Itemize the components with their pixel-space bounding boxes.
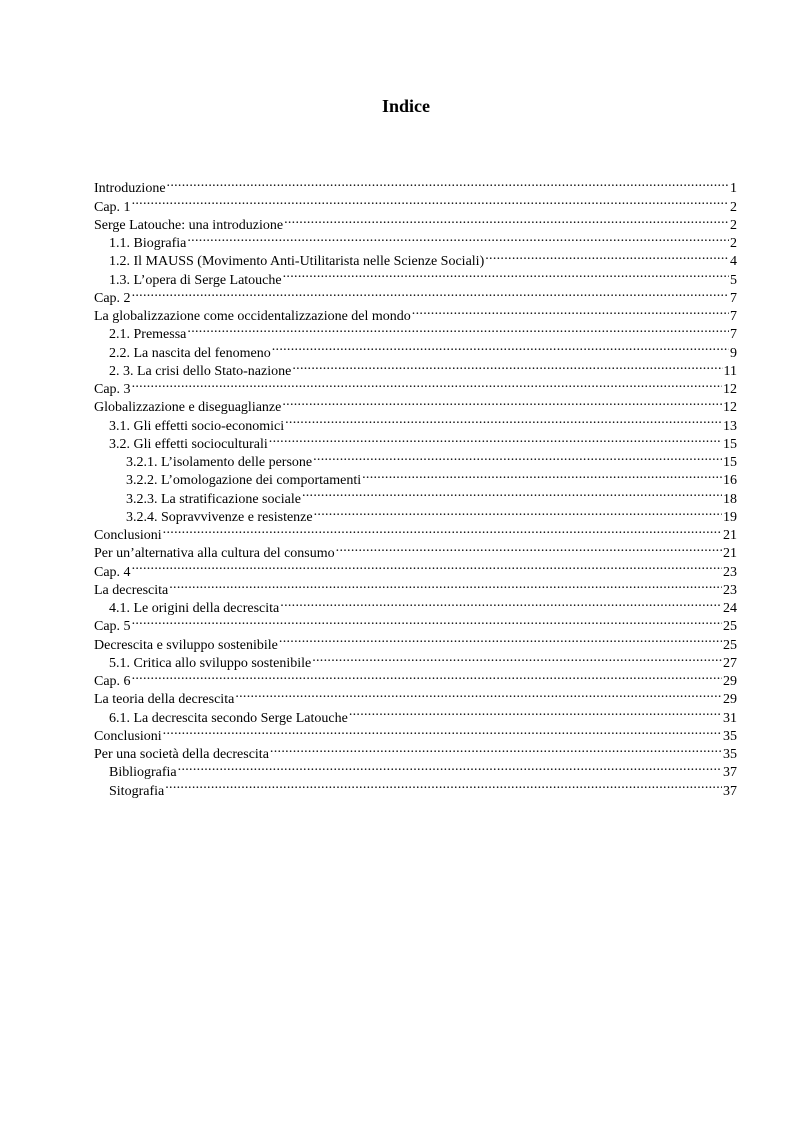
toc-leader-dots [269,430,722,448]
toc-entry-page: 29 [723,692,737,708]
toc-entry-page: 7 [730,290,737,306]
toc-entry[interactable] [94,393,737,416]
toc-entry-page: 11 [723,363,737,379]
toc-entry-title: Per una società della decrescita [94,747,269,762]
toc-entry-page: 2 [730,199,737,215]
toc-entry-title: 3.2.1. L’isolamento delle persone [126,455,313,470]
toc-entry-page: 24 [723,601,737,616]
toc-entry-title: Per un’alternativa alla cultura del consumo [94,546,335,562]
toc-entry-title: 1.2. Il MAUSS (Movimento Anti-Utilitarista nelle Scienze Sociali) [109,254,485,270]
toc-leader-dots [302,484,722,502]
table-of-contents [94,174,737,799]
toc-entry-title: Conclusioni [94,528,162,543]
toc-entry-page: 12 [723,382,737,397]
toc-entry[interactable] [94,722,737,744]
toc-entry-page: 23 [723,582,737,598]
toc-entry-page: 4 [730,254,737,270]
toc-leader-dots [313,448,722,466]
toc-entry[interactable] [94,375,737,397]
toc-entry-page: 13 [723,418,737,434]
toc-leader-dots [292,357,722,375]
toc-leader-dots [272,338,729,356]
toc-entry-title: 4.1. Le origini della decrescita [109,601,280,616]
toc-leader-dots [282,393,722,411]
toc-entry-page: 5 [730,272,737,288]
toc-leader-dots [132,284,729,302]
toc-entry-title: 1.3. L’opera di Serge Latouche [109,272,282,288]
toc-entry-page: 35 [723,728,737,744]
toc-leader-dots [314,503,722,521]
toc-entry-page: 9 [730,345,737,361]
toc-entry-title: La decrescita [94,582,169,598]
toc-leader-dots [235,685,722,703]
toc-entry-title: Globalizzazione e diseguaglianze [94,400,282,416]
toc-leader-dots [280,594,722,612]
toc-leader-dots [163,521,722,539]
toc-entry-title: 3.1. Gli effetti socio-economici [109,418,285,434]
toc-entry-title: Cap. 4 [94,564,131,580]
toc-entry-title: Cap. 5 [94,619,131,635]
toc-entry[interactable] [94,740,737,762]
toc-leader-dots [279,630,722,648]
toc-entry[interactable] [94,211,737,233]
toc-entry-title: Introduzione [94,181,166,197]
toc-entry[interactable] [94,174,737,197]
toc-entry[interactable] [94,284,737,306]
toc-entry-page: 27 [723,655,737,671]
toc-entry[interactable] [94,539,737,562]
toc-entry-title: 5.1. Critica allo sviluppo sostenibile [109,655,312,671]
toc-entry-title: Cap. 2 [94,290,131,306]
toc-leader-dots [169,576,722,594]
toc-leader-dots [187,229,729,247]
toc-entry-page: 12 [723,400,737,416]
toc-leader-dots [485,247,729,265]
toc-leader-dots [178,758,722,776]
toc-entry-page: 35 [723,747,737,762]
toc-entry-page: 2 [730,217,737,233]
toc-entry-page: 15 [723,455,737,470]
toc-leader-dots [187,320,729,338]
toc-entry-page: 25 [723,619,737,635]
toc-entry-title: Sitografia [109,783,165,799]
toc-entry[interactable] [94,594,737,616]
toc-entry-page: 37 [723,783,737,799]
toc-entry-page: 19 [723,509,737,525]
toc-leader-dots [312,649,722,667]
toc-entry-page: 16 [723,473,737,489]
toc-leader-dots [336,539,722,557]
toc-entry[interactable] [94,521,737,543]
toc-entry-title: 2.2. La nascita del fenomeno [109,345,271,361]
toc-leader-dots [132,612,722,630]
toc-leader-dots [270,740,722,758]
toc-entry-title: Cap. 6 [94,674,131,689]
toc-entry-title: 3.2. Gli effetti socioculturali [109,436,268,452]
toc-leader-dots [132,375,722,393]
toc-entry[interactable] [94,320,737,343]
toc-entry-title: La teoria della decrescita [94,692,235,708]
toc-entry-title: 1.1. Biografia [109,236,187,251]
toc-entry-page: 21 [723,528,737,543]
toc-entry-title: Cap. 1 [94,199,131,215]
toc-entry-page: 37 [723,765,737,781]
toc-entry[interactable] [94,758,737,781]
toc-entry-page: 21 [723,546,737,562]
toc-entry-title: 3.2.4. Sopravvivenze e resistenze [126,509,313,525]
toc-leader-dots [165,776,722,794]
toc-entry[interactable] [94,576,737,598]
toc-entry-page: 18 [723,491,737,507]
toc-entry[interactable] [94,192,737,215]
toc-leader-dots [167,174,729,192]
toc-entry[interactable] [94,338,737,361]
toc-entry-page: 23 [723,564,737,580]
toc-leader-dots [362,466,722,484]
toc-leader-dots [284,211,729,229]
toc-entry[interactable] [94,685,737,708]
toc-entry[interactable] [94,302,737,324]
toc-entry[interactable] [94,667,737,689]
toc-entry-title: 6.1. La decrescita secondo Serge Latouche [109,710,348,726]
toc-entry[interactable] [94,557,737,580]
toc-entry-title: 3.2.3. La stratificazione sociale [126,491,301,507]
toc-entry[interactable] [94,247,737,270]
toc-entry[interactable] [94,776,737,799]
toc-leader-dots [132,557,722,575]
toc-entry-title: Conclusioni [94,728,162,744]
toc-leader-dots [412,302,729,320]
toc-entry-title: Serge Latouche: una introduzione [94,217,284,233]
toc-entry-page: 29 [723,674,737,689]
toc-entry-title: 2.1. Premessa [109,327,187,343]
toc-entry-title: 3.2.2. L’omologazione dei comportamenti [126,473,362,489]
toc-entry-page: 1 [730,181,737,197]
toc-leader-dots [349,703,722,721]
toc-entry-title: Cap. 3 [94,382,131,397]
toc-leader-dots [163,722,722,740]
toc-leader-dots [283,265,729,283]
toc-entry-page: 25 [723,637,737,653]
toc-entry[interactable] [94,630,737,653]
toc-entry-title: 2. 3. La crisi dello Stato-nazione [109,363,292,379]
toc-entry-page: 31 [723,710,737,726]
toc-entry-page: 7 [730,327,737,343]
toc-entry-page: 15 [723,436,737,452]
toc-entry[interactable] [94,612,737,635]
toc-entry[interactable] [94,229,737,251]
toc-leader-dots [132,192,729,210]
page-title: Indice [381,96,430,116]
toc-entry-page: 2 [730,236,737,251]
toc-leader-dots [285,411,722,429]
toc-entry-title: Decrescita e sviluppo sostenibile [94,637,278,653]
toc-entry-page: 7 [730,309,737,324]
toc-entry-title: La globalizzazione come occidentalizzazione del mondo [94,309,411,324]
toc-entry-title: Bibliografia [109,765,177,781]
toc-leader-dots [132,667,722,685]
